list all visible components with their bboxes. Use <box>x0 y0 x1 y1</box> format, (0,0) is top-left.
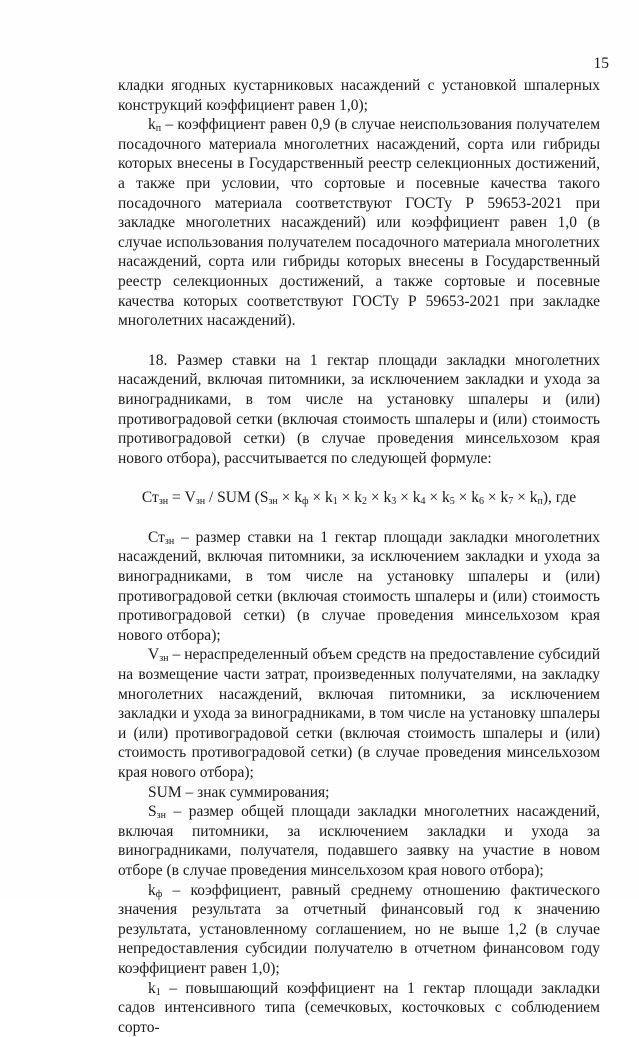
definition-text: – знак суммирования; <box>181 783 330 801</box>
symbol: S <box>148 803 157 821</box>
paragraph-item-18: 18. Размер ставки на 1 гектар площади закладки многолетних насаждений, включая питомники, за исключением закладки и ухода за виноградниками, в том числе на установку шпалеры и (или) противоградовой сетки (включая стоимость шпалеры и (или) стоимость противоградовой сетки) (в случае проведения минсельхозом края нового отбора), рассчитывается по следующей формуле: <box>118 351 600 467</box>
formula-part: × k <box>366 489 392 507</box>
symbol: k <box>148 881 156 899</box>
symbol-subscript: зн <box>156 810 166 822</box>
formula-part: = V <box>168 489 196 507</box>
formula-subscript: зн <box>268 496 278 508</box>
symbol-subscript: ф <box>155 888 163 900</box>
formula-part: × k <box>454 489 479 507</box>
rate-formula <box>118 488 600 508</box>
formula-part: × k <box>483 489 509 507</box>
formula-part: × k <box>337 489 362 507</box>
formula-subscript: ф <box>302 496 309 508</box>
formula-part: Ст <box>141 489 159 507</box>
formula-subscript: п <box>537 496 543 508</box>
formula-subscript: 7 <box>508 496 514 508</box>
symbol: k <box>148 979 156 997</box>
symbol: SUM <box>148 783 182 801</box>
symbol: V <box>148 646 160 664</box>
symbol-subscript: 1 <box>155 986 161 998</box>
formula-subscript: зн <box>195 496 206 508</box>
definition-text: – нераспределенный объем средств на предоставление субсидий на возмещение части затрат, произведенных получателями, на закладку многолетних насаждений, включая питомники, за исключением закладки и ухода за виноградниками, в том числе на установку шпалеры и (или) противоградовой сетки (включая стоимость шпалеры и (или) стоимость противоградовой сетки) (в случае проведения минсельхозом края нового отбора); <box>118 646 600 781</box>
formula-part: × k <box>513 489 538 507</box>
definition-text: – размер общей площади закладки многолетних насаждений, включая питомники, за исключением закладки и ухода за виноградниками, получателя, подавшего заявку на участие в новом отборе (в случае проведения минсельхозом края нового отбора); <box>118 803 600 879</box>
definition-text: – коэффициент равен 0,9 (в случае неиспользования получателем посадочного материала многолетних насаждений, сорта или гибриды которых внесены в Государственный реестр селекционных достижений, а также при условии, что сортовые и посевные качества такого посадочного материала соответствуют ГОСТу Р 59653-2021 при закладке многолетних насаждений) или коэффициент равен 1,0 (в случае использования получателем посадочного материала многолетних насаждений, сорта или гибриды которых внесены в Государственный реестр селекционных достижений, а также сортовые и посевные качества которых соответствуют ГОСТу Р 59653-2021 при закладке многолетних насаждений). <box>118 116 600 330</box>
formula-subscript: зн <box>158 496 169 508</box>
symbol-subscript: п <box>155 123 162 135</box>
paragraph-kp-definition <box>118 115 600 331</box>
formula-part: × k <box>425 489 450 507</box>
formula-part: × k <box>308 489 333 507</box>
paragraph-continuation: кладки ягодных кустарниковых насаждений с установкой шпалерных конструкций коэффициент равен 1,0); <box>118 77 600 114</box>
formula-subscript: 4 <box>420 496 426 508</box>
definition-text: – коэффициент, равный среднему отношению фактического значения результата за отчетный финансовый год к значению результата, установленному соглашением, но не выше 1,2 (в случае непредоставления субсидии получателю в отчетном финансовом году коэффициент равен 1,0); <box>118 881 600 977</box>
definition-text: – размер ставки на 1 гектар площади закладки многолетних насаждений, включая питомники, за исключением закладки и ухода за виноградниками, в том числе на установку шпалеры и (или) противоградовой сетки (включая стоимость шпалеры и (или) стоимость противоградовой сетки) (в случае проведения минсельхозом края нового отбора); <box>118 528 600 644</box>
symbol: k <box>148 116 156 134</box>
symbol: Ст <box>148 528 165 546</box>
definition-k1 <box>118 979 600 1037</box>
symbol-subscript: зн <box>159 653 169 665</box>
definition-text: – повышающий коэффициент на 1 гектар площади закладки садов интенсивного типа (семечковых, косточковых с соблюдением сорто- <box>118 979 600 1036</box>
formula-subscript: 6 <box>478 496 484 508</box>
document-body <box>118 76 600 1037</box>
definition-szn <box>118 802 600 880</box>
definition-vzn <box>118 645 600 782</box>
definition-kf <box>118 881 600 979</box>
formula-subscript: 2 <box>361 496 367 508</box>
formula-subscript: 5 <box>449 496 455 508</box>
definition-sum <box>118 783 600 803</box>
formula-subscript: 1 <box>332 496 338 508</box>
formula-part: / SUM (S <box>205 489 269 507</box>
formula-part: × k <box>277 489 302 507</box>
definition-stzn <box>118 528 600 646</box>
formula-part: × k <box>396 489 421 507</box>
symbol-subscript: зн <box>164 535 175 547</box>
page-number: 15 <box>593 55 609 72</box>
formula-subscript: 3 <box>391 496 397 508</box>
formula-part: ), где <box>542 489 577 507</box>
